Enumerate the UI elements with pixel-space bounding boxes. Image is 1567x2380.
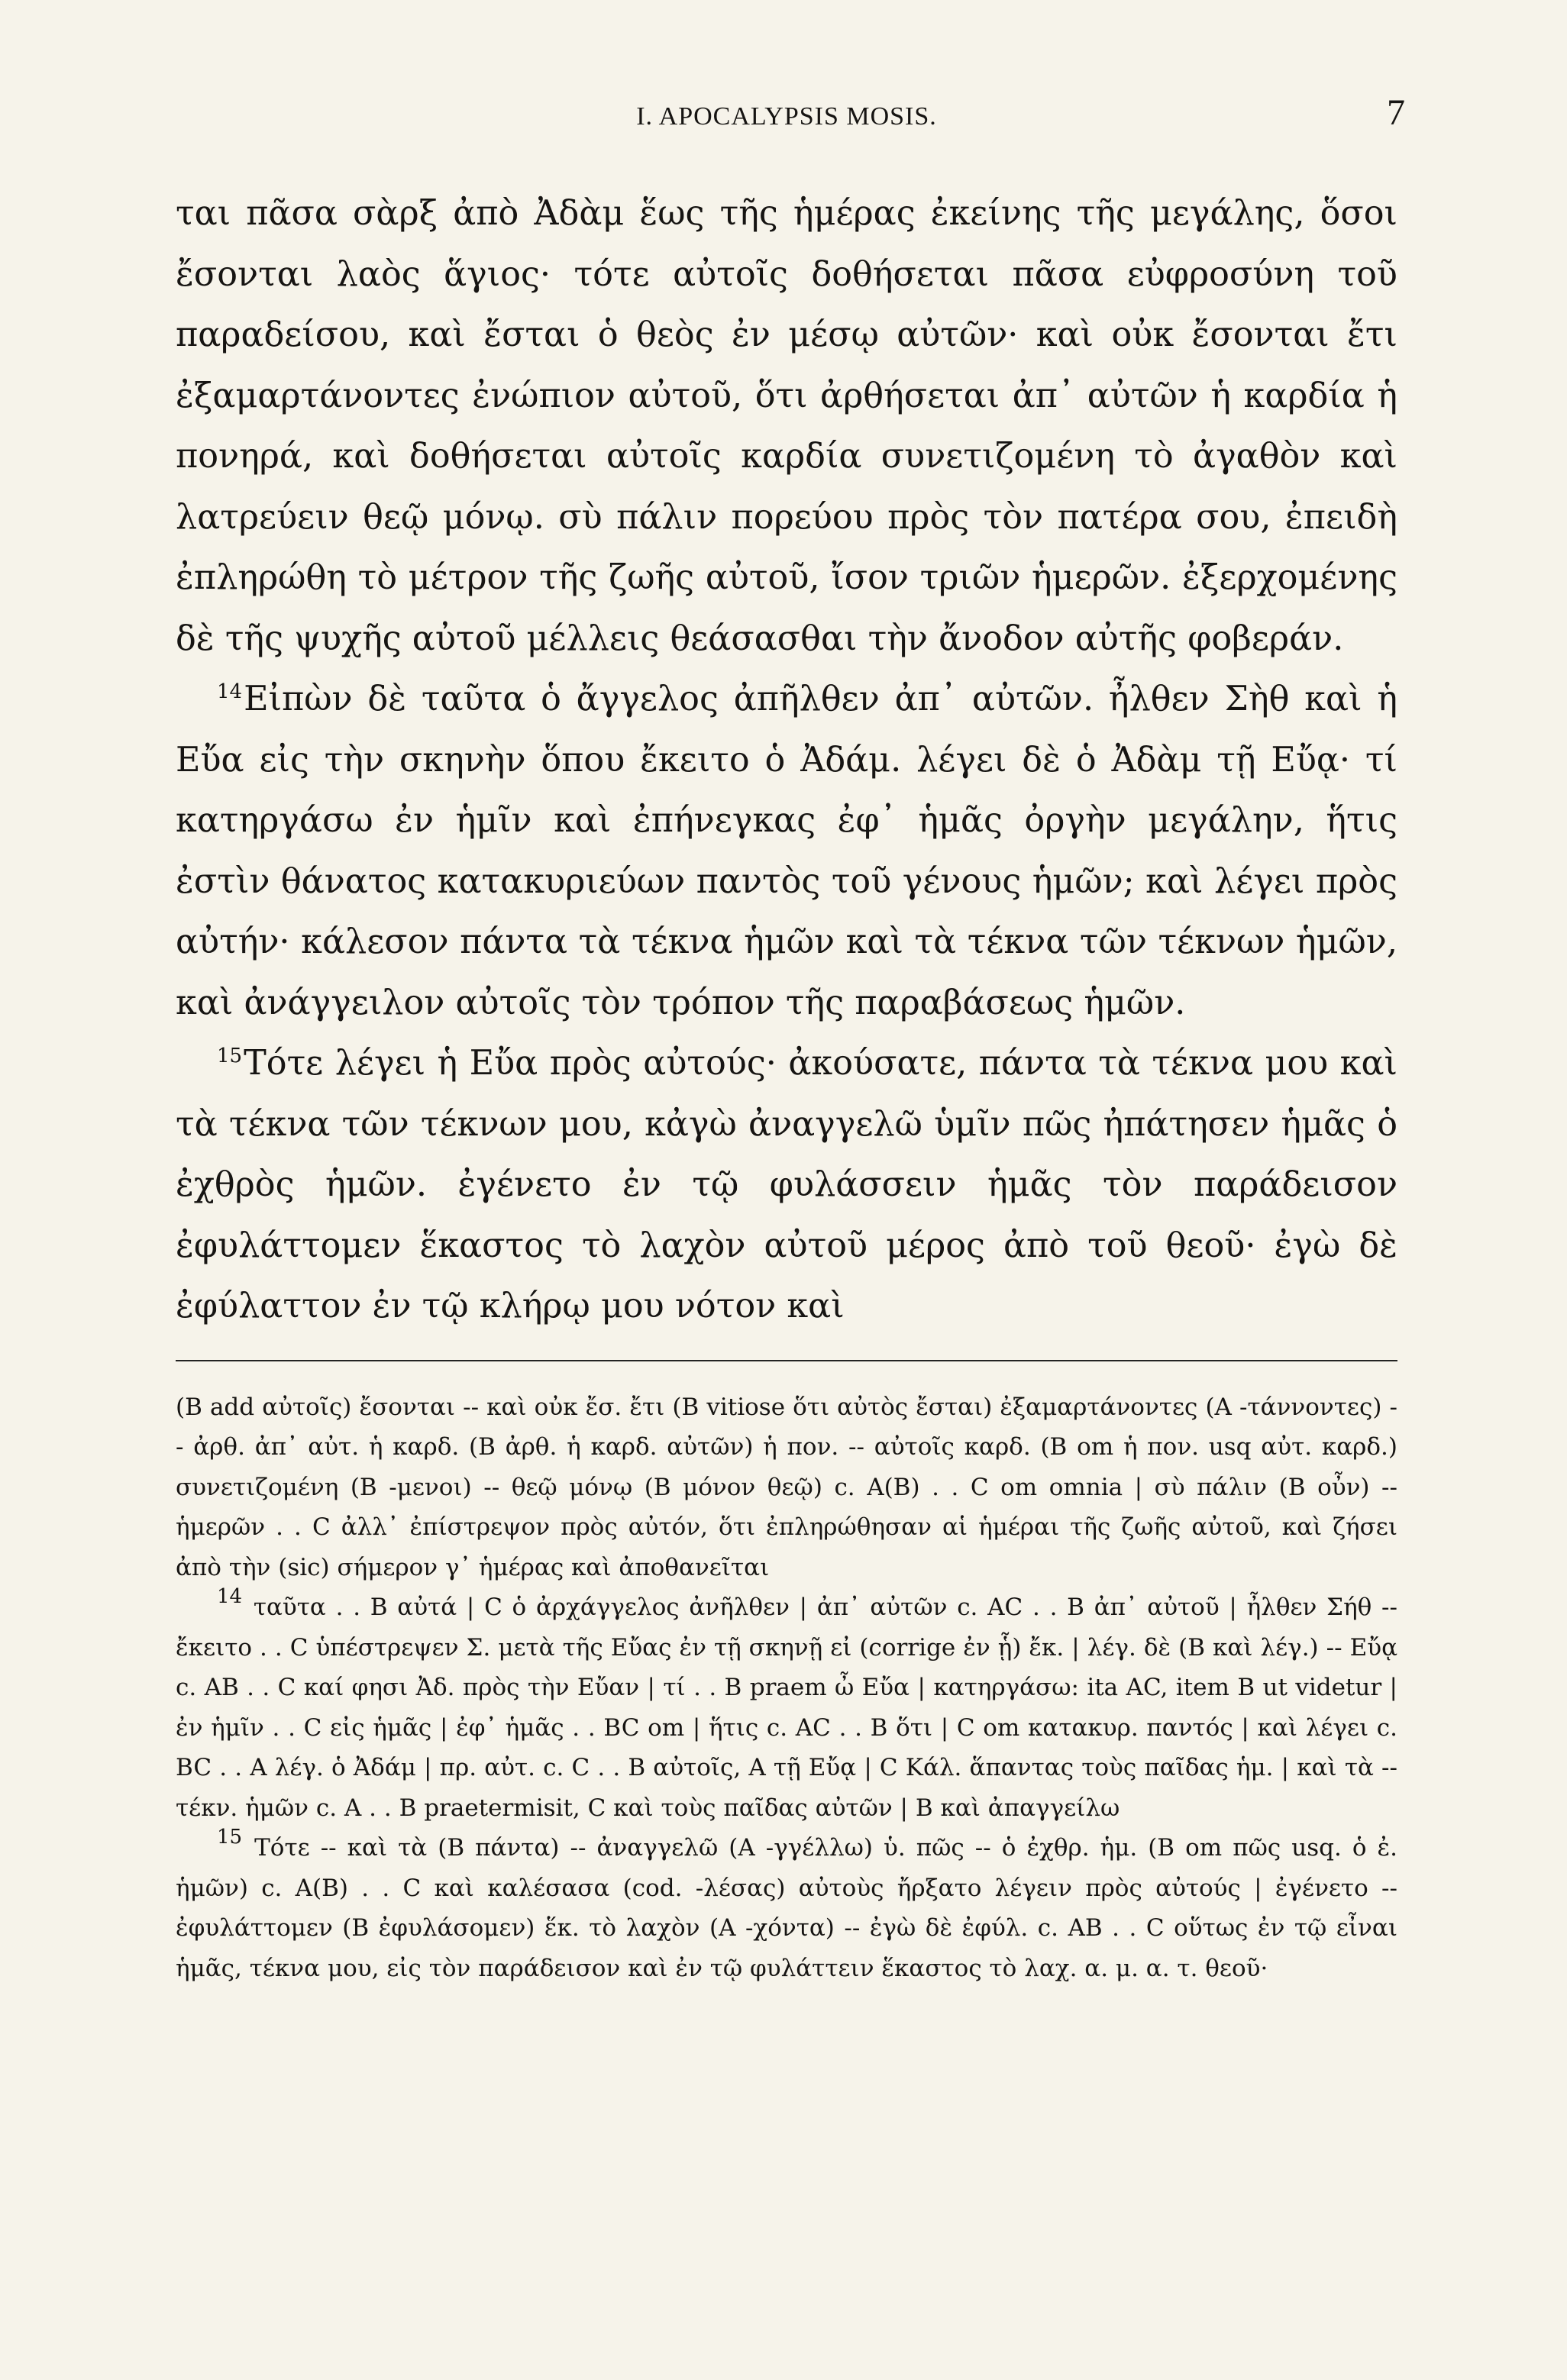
apparatus-text: Τότε -- καὶ τὰ (B πάντα) -- ἀναγγελῶ (A -γγέλλω) ὑ. πῶς -- ὁ ἐχθρ. ἡμ. (B om πῶς usq. ὁ ἐ. ἡμῶν) c. A(B) . . C καὶ καλέσασα (cod. -λέσας) αὐτοὺς ἤρξατο λέγειν πρὸς αὐτούς | ἐγένετο -- ἐφυλάττομεν (B ἐφυλάσομεν) ἕκ. τὸ λαχὸν (A -χόντα) -- ἐγὼ δὲ ἐφύλ. c. AB . . C οὕτως ἐν τῷ εἶναι ἡμᾶς, τέκνα μου, εἰς τὸν παράδεισον καὶ ἐν τῷ φυλάττειν ἕκαστος τὸ λαχ. α. μ. α. τ. θεοῦ· <box>176 1834 1397 1982</box>
apparatus <box>176 1387 1397 1989</box>
footnote-rule <box>176 1360 1397 1361</box>
section-number: 15 <box>217 1826 243 1849</box>
paragraph-text: Εἰπὼν δὲ ταῦτα ὁ ἄγγελος ἀπῆλθεν ἀπ᾽ αὐτῶν. ἦλθεν Σὴθ καὶ ἡ Εὔα εἰς τὴν σκηνὴν ὅπου ἔκειτο ὁ Ἀδάμ. λέγει δὲ ὁ Ἀδὰμ τῇ Εὔᾳ· τί κατηργάσω ἐν ἡμῖν καὶ ἐπήνεγκας ἐφ᾽ ἡμᾶς ὀργὴν μεγάλην, ἥτις ἐστὶν θάνατος κατακυριεύων παντὸς τοῦ γένους ἡμῶν; καὶ λέγει πρὸς αὐτήν· κάλεσον πάντα τὰ τέκνα ἡμῶν καὶ τὰ τέκνα τῶν τέκνων ἡμῶν, καὶ ἀνάγγειλον αὐτοῖς τὸν τρόπον τῆς παραβάσεως ἡμῶν. <box>176 680 1397 1022</box>
paragraph-text: Τότε λέγει ἡ Εὔα πρὸς αὐτούς· ἀκούσατε, πάντα τὰ τέκνα μου καὶ τὰ τέκνα τῶν τέκνων μου, κἀγὼ ἀναγγελῶ ὑμῖν πῶς ἠπάτησεν ἡμᾶς ὁ ἐχθρὸς ἡμῶν. ἐγένετο ἐν τῷ φυλάσσειν ἡμᾶς τὸν παράδεισον ἐφυλάττομεν ἕκαστος τὸ λαχὸν αὐτοῦ μέρος ἀπὸ τοῦ θεοῦ· ἐγὼ δὲ ἐφύλαττον ἐν τῷ κλήρῳ μου νότον καὶ <box>176 1044 1397 1326</box>
section-number: 14 <box>217 1585 243 1608</box>
section-number: 15 <box>217 1045 243 1067</box>
paragraph <box>176 1033 1397 1337</box>
apparatus-note <box>176 1587 1397 1828</box>
paragraph: ται πᾶσα σὰρξ ἀπὸ Ἀδὰμ ἕως τῆς ἡμέρας ἐκείνης τῆς μεγάλης, ὅσοι ἔσονται λαὸς ἅγιος· τότε αὐτοῖς δοθήσεται πᾶσα εὐφροσύνη τοῦ παραδείσου, καὶ ἔσται ὁ θεὸς ἐν μέσῳ αὐτῶν· καὶ οὐκ ἔσονται ἔτι ἐξαμαρτάνοντες ἐνώπιον αὐτοῦ, ὅτι ἀρθήσεται ἀπ᾽ αὐτῶν ἡ καρδία ἡ πονηρά, καὶ δοθήσεται αὐτοῖς καρδία συνετιζομένη τὸ ἀγαθὸν καὶ λατρεύειν θεῷ μόνῳ. σὺ πάλιν πορεύου πρὸς τὸν πατέρα σου, ἐπειδὴ ἐπληρώθη τὸ μέτρον τῆς ζωῆς αὐτοῦ, ἴσον τριῶν ἡμερῶν. ἐξερχομένης δὲ τῆς ψυχῆς αὐτοῦ μέλλεις θεάσασθαι τὴν ἄνοδον αὐτῆς φοβεράν. <box>176 194 1397 658</box>
apparatus-note <box>176 1828 1397 1988</box>
page-number: 7 <box>1387 92 1405 133</box>
apparatus-note: (B add αὐτοῖς) ἔσονται -- καὶ οὐκ ἔσ. ἔτι (B vitiose ὅτι αὐτὸς ἔσται) ἐξαμαρτάνοντες (A -τάννοντες) -- ἀρθ. ἀπ᾽ αὐτ. ἡ καρδ. (B ἀρθ. ἡ καρδ. αὐτῶν) ἡ πον. -- αὐτοῖς καρδ. (B om ἡ πον. usq αὐτ. καρδ.) συνετιζομένη (B -μενοι) -- θεῷ μόνῳ (B μόνον θεῷ) c. A(B) . . C om omnia | σὺ πάλιν (B οὖν) -- ἡμερῶν . . C ἀλλ᾽ ἐπίστρεψον πρὸς αὐτόν, ὅτι ἐπληρώθησαν αἱ ἡμέραι τῆς ζωῆς αὐτοῦ, καὶ ζήσει ἀπὸ τὴν (sic) σήμερον γ᾽ ἡμέρας καὶ ἀποθανεῖται <box>176 1393 1397 1581</box>
paragraph <box>176 669 1397 1033</box>
main-text <box>176 183 1397 1337</box>
running-title: I. APOCALYPSIS MOSIS. <box>636 102 937 131</box>
apparatus-text: ταῦτα . . B αὐτά | C ὁ ἀρχάγγελος ἀνῆλθεν | ἀπ᾽ αὐτῶν c. AC . . B ἀπ᾽ αὐτοῦ | ἦλθεν Σήθ -- ἔκειτο . . C ὑπέστρεψεν Σ. μετὰ τῆς Εὔας ἐν τῇ σκηνῇ εἰ (corrige ἐν ᾗ) ἔκ. | λέγ. δὲ (B καὶ λέγ.) -- Εὔᾳ c. AB . . C καί φησι Ἀδ. πρὸς τὴν Εὔαν | τί . . B praem ὦ Εὔα | κατηργάσω: ita AC, item B ut videtur | ἐν ἡμῖν . . C εἰς ἡμᾶς | ἐφ᾽ ἡμᾶς . . BC om | ἥτις c. AC . . B ὅτι | C om κατακυρ. παντός | καὶ λέγει c. BC . . A λέγ. ὁ Ἀδάμ | πρ. αὐτ. c. C . . B αὐτοῖς, A τῇ Εὔᾳ | C Κάλ. ἅπαντας τοὺς παῖδας ἡμ. | καὶ τὰ -- τέκν. ἡμῶν c. A . . B praetermisit, C καὶ τοὺς παῖδας αὐτῶν | B καὶ ἀπαγγείλω <box>176 1594 1398 1822</box>
page <box>176 92 1405 1988</box>
section-number: 14 <box>217 680 243 703</box>
running-head <box>176 92 1405 153</box>
